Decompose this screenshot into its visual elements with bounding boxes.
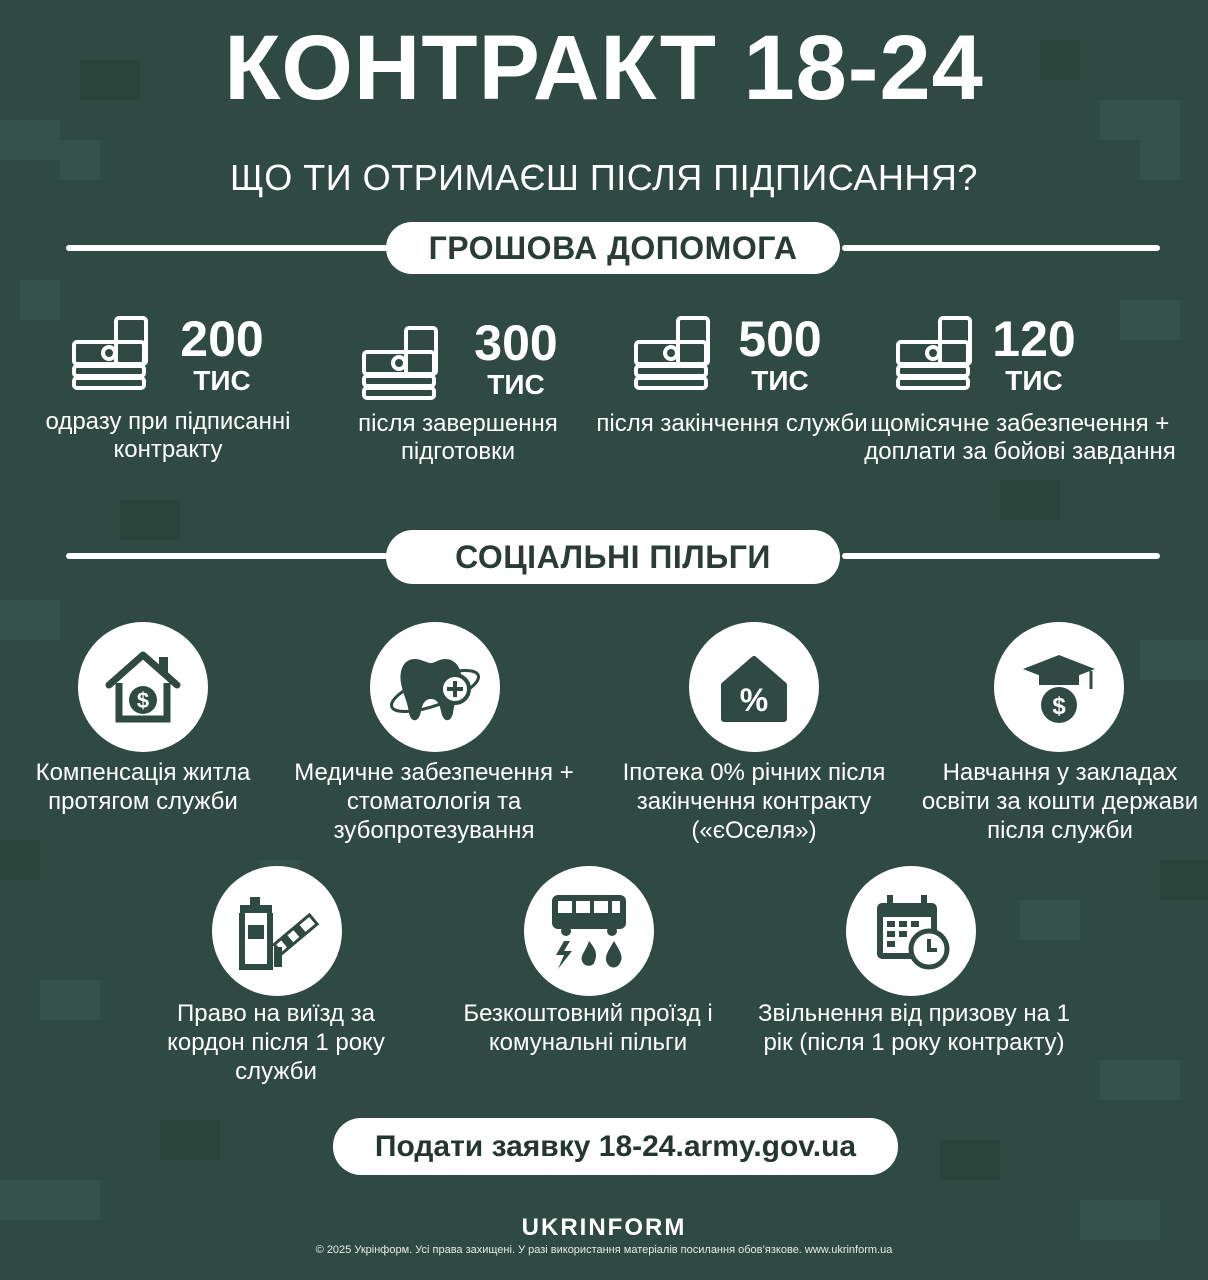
benefit-icon-circle xyxy=(846,866,976,996)
bus-utilities-icon xyxy=(544,889,634,973)
apply-link-button[interactable] xyxy=(333,1118,898,1175)
benefit-label: Компенсація житла протягом служби xyxy=(35,759,251,815)
money-amount: 300 xyxy=(474,315,558,371)
calendar-clock-icon xyxy=(869,889,953,973)
benefit-icon-circle xyxy=(524,866,654,996)
benefit-label: Право на виїзд за кордон після 1 року служби xyxy=(167,1000,385,1085)
money-description: щомісячне забезпечення + доплати за бойові завдання xyxy=(864,410,1176,465)
page-subtitle: ЩО ТИ ОТРИМАЄШ ПІСЛЯ ПІДПИСАННЯ? xyxy=(230,157,978,198)
money-stack-icon xyxy=(358,324,448,408)
money-unit: ТИС xyxy=(487,369,545,400)
benefit-label: Медичне забезпечення + стоматологія та зубопротезування xyxy=(294,759,574,844)
svg-text:$: $ xyxy=(136,688,150,713)
money-amount: 120 xyxy=(992,311,1076,367)
money-stack-icon xyxy=(630,314,720,398)
svg-text:%: % xyxy=(739,682,769,718)
tooth-plus-icon xyxy=(387,645,483,729)
money-unit: ТИС xyxy=(751,365,809,396)
benefit-icon-circle xyxy=(370,622,500,752)
svg-text:$: $ xyxy=(1052,693,1066,720)
money-description: одразу при підписанні контракту xyxy=(45,408,291,463)
page-title: КОНТРАКТ 18-24 xyxy=(224,17,984,119)
money-unit: ТИС xyxy=(193,365,251,396)
section-divider-left xyxy=(66,245,388,251)
apply-url-link[interactable]: 18-24.army.gov.ua xyxy=(598,1130,857,1163)
house-percent-icon xyxy=(712,645,796,729)
benefit-label: Іпотека 0% річних після закінчення контракту («єОселя») xyxy=(622,759,886,844)
money-stack-icon xyxy=(68,314,158,398)
social-section-heading: СОЦІАЛЬНІ ПІЛЬГИ xyxy=(386,530,840,584)
benefit-icon-circle xyxy=(78,622,208,752)
money-description: після закінчення служби xyxy=(596,410,868,437)
benefit-label: Звільнення від призову на 1 рік (після 1 року контракту) xyxy=(758,1000,1070,1056)
benefit-icon-circle xyxy=(212,866,342,996)
money-unit: ТИС xyxy=(1005,365,1063,396)
benefit-icon-circle xyxy=(689,622,819,752)
section-divider-left xyxy=(66,553,388,559)
copyright-footer: © 2025 Укрінформ. Усі права захищені. У разі використання матеріалів посилання обов’язкове. www.ukrinform.ua xyxy=(315,1244,893,1256)
border-barrier-icon xyxy=(232,889,322,973)
money-amount: 500 xyxy=(738,311,822,367)
money-stack-icon xyxy=(892,314,982,398)
benefit-label: Навчання у закладах освіти за кошти держави після служби xyxy=(921,759,1199,844)
brand-logo: UKRINFORM xyxy=(521,1214,687,1241)
benefit-icon-circle xyxy=(994,622,1124,752)
money-description: після завершення підготовки xyxy=(358,410,558,465)
money-amount: 200 xyxy=(180,311,264,367)
section-divider-right xyxy=(842,245,1160,251)
benefit-label: Безкоштовний проїзд і комунальні пільги xyxy=(463,1000,713,1056)
money-section-heading: ГРОШОВА ДОПОМОГА xyxy=(386,222,840,274)
graduation-dollar-icon xyxy=(1017,645,1101,729)
apply-label: Подати заявку xyxy=(374,1130,591,1163)
house-dollar-icon xyxy=(101,645,185,729)
section-divider-right xyxy=(842,553,1160,559)
